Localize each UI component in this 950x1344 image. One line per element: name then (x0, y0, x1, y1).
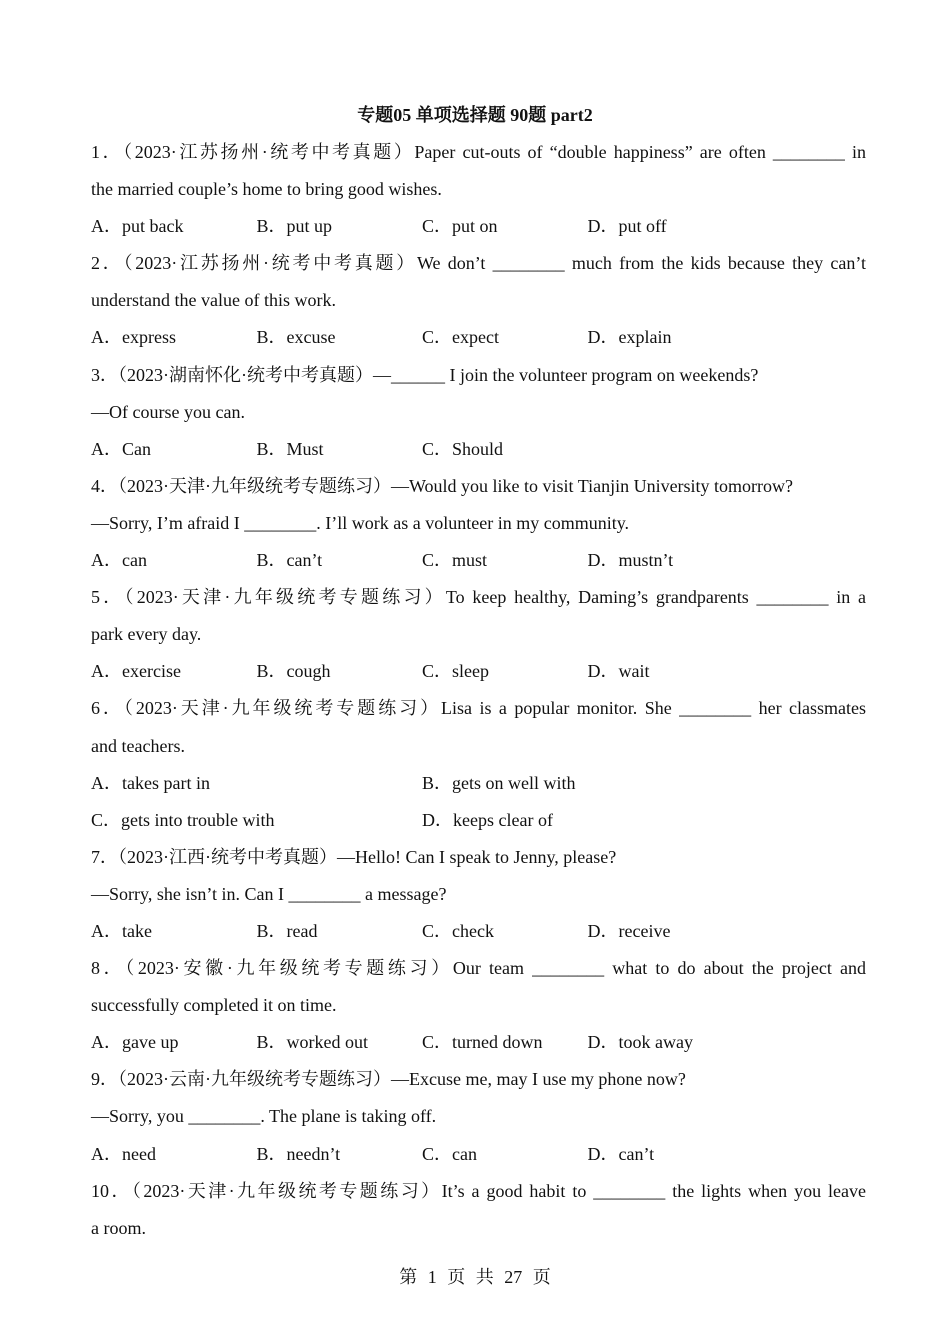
option-d: D．can’t (587, 1143, 655, 1164)
option-b: B．read (256, 920, 318, 941)
question-6-stem: 6．（2023·天津·九年级统考专题练习）Lisa is a popular monitor. She ________ her classmates (91, 698, 866, 719)
question-3-options (91, 435, 866, 472)
option-c: C．must (422, 550, 488, 571)
question-6-options-row-2 (91, 806, 866, 843)
question-9-stem-cont: —Sorry, you ________. The plane is taking off. (91, 1106, 437, 1127)
option-d: D．explain (587, 327, 672, 348)
option-b: B．excuse (256, 327, 336, 348)
option-a: A．need (91, 1143, 156, 1164)
question-5-stem: 5．（2023·天津·九年级统考专题练习）To keep healthy, Daming’s grandparents ________ in a (91, 587, 866, 608)
option-a: A．put back (91, 216, 184, 237)
question-2-options (91, 323, 866, 360)
option-d: D．mustn’t (587, 550, 674, 571)
question-4-stem: 4．（2023·天津·九年级统考专题练习）—Would you like to visit Tianjin University tomorrow? (91, 475, 794, 496)
question-2-stem-cont: understand the value of this work. (91, 290, 336, 311)
option-d: D．wait (587, 661, 650, 682)
question-5-options (91, 657, 866, 694)
question-6-options-row-1 (91, 769, 866, 806)
option-b: B．can’t (256, 550, 323, 571)
option-b: B．needn’t (256, 1143, 341, 1164)
question-9-stem: 9．（2023·云南·九年级统考专题练习）—Excuse me, may I use my phone now? (91, 1069, 686, 1090)
question-8-options (91, 1028, 866, 1065)
option-b: B．cough (256, 661, 331, 682)
option-b: B．worked out (256, 1032, 368, 1053)
question-7-options (91, 917, 866, 954)
option-b: B．put up (256, 216, 333, 237)
option-d: D．keeps clear of (422, 809, 553, 830)
option-a: A．Can (91, 438, 151, 459)
question-9-options (91, 1140, 866, 1177)
question-7-stem-cont: —Sorry, she isn’t in. Can I ________ a message? (91, 883, 447, 904)
option-b: B．Must (256, 438, 324, 459)
question-5-stem-cont: park every day. (91, 624, 202, 645)
page-footer: 第 1 页 共 27 页 (399, 1267, 551, 1287)
question-10-stem: 10．（2023·天津·九年级统考专题练习）It’s a good habit to ________ the lights when you leave (91, 1180, 866, 1201)
option-d: D．put off (587, 216, 667, 237)
option-a: A．express (91, 327, 176, 348)
option-a: A．take (91, 920, 152, 941)
question-8-stem: 8．（2023·安徽·九年级统考专题练习）Our team ________ what to do about the project and (91, 958, 866, 979)
question-4-stem-cont: —Sorry, I’m afraid I ________. I’ll work as a volunteer in my community. (91, 512, 630, 533)
option-c: C．can (422, 1143, 477, 1164)
question-1-options (91, 212, 866, 249)
question-10-stem-cont: a room. (91, 1217, 146, 1238)
option-c: C．Should (422, 438, 504, 459)
question-3-stem: 3．（2023·湖南怀化·统考中考真题）—______ I join the volunteer program on weekends? (91, 364, 759, 385)
option-a: A．can (91, 550, 147, 571)
question-1-stem: 1．（2023·江苏扬州·统考中考真题）Paper cut-outs of “double happiness” are often ________ in (91, 142, 866, 162)
question-7-stem: 7．（2023·江西·统考中考真题）—Hello! Can I speak to Jenny, please? (91, 846, 617, 867)
question-8-stem-cont: successfully completed it on time. (91, 995, 337, 1016)
option-d: D．took away (587, 1032, 693, 1053)
option-d: D．receive (587, 920, 671, 941)
option-a: A．gave up (91, 1032, 179, 1053)
question-list (91, 138, 866, 1251)
question-2-stem: 2．（2023·江苏扬州·统考中考真题）We don’t ________ much from the kids because they can’t (91, 253, 866, 274)
option-c: C．gets into trouble with (91, 809, 275, 830)
question-4-options (91, 546, 866, 583)
option-a: A．takes part in (91, 772, 210, 793)
option-c: C．sleep (422, 661, 489, 682)
option-a: A．exercise (91, 661, 181, 682)
question-6-stem-cont: and teachers. (91, 735, 185, 756)
question-3-stem-cont: —Of course you can. (91, 401, 245, 422)
option-c: C．turned down (422, 1032, 543, 1053)
option-b: B．gets on well with (422, 772, 576, 793)
option-c: C．expect (422, 327, 499, 348)
page-title: 专题05 单项选择题 90题 part2 (357, 105, 593, 125)
option-c: C．check (422, 920, 494, 941)
question-1-stem-cont: the married couple’s home to bring good wishes. (91, 179, 442, 200)
option-c: C．put on (422, 216, 498, 237)
